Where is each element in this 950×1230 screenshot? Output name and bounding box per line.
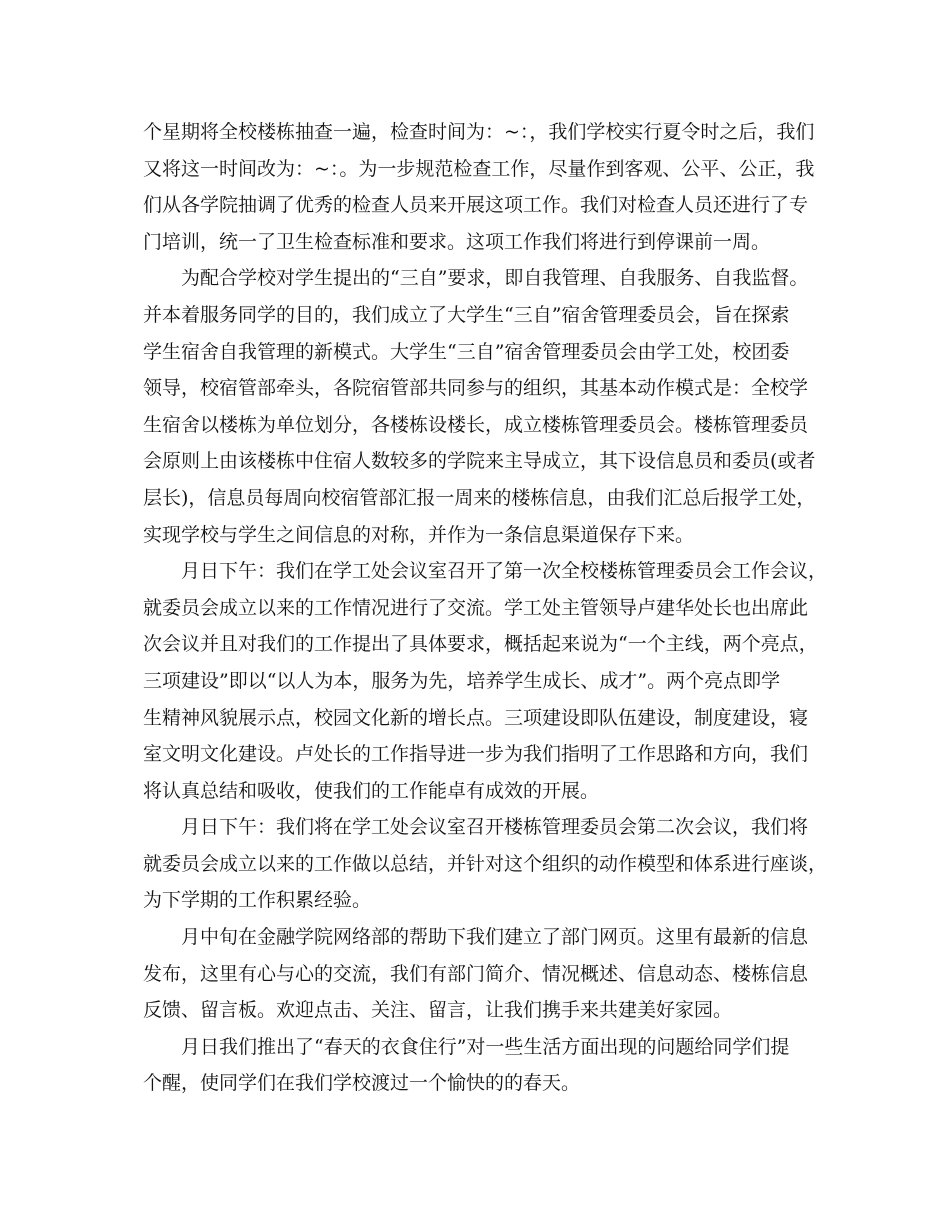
text-line: 发布，这里有心与心的交流，我们有部门简介、情况概述、信息动态、楼栋信息 — [143, 962, 809, 985]
text-line: 月中旬在金融学院网络部的帮助下我们建立了部门网页。这里有最新的信息 — [181, 926, 809, 949]
text-line: 层长)，信息员每周向校宿管部汇报一周来的楼栋信息，由我们汇总后报学工处， — [143, 486, 816, 509]
document-body — [143, 114, 828, 1102]
paragraph — [143, 260, 816, 553]
text-line: 门培训，统一了卫生检查标准和要求。这项工作我们将进行到停课前一周。 — [143, 230, 771, 253]
text-line: 月日下午：我们在学工处会议室召开了第一次全校楼栋管理委员会工作会议， — [181, 560, 828, 583]
text-line: 反馈、留言板。欢迎点击、关注、留言，让我们携手来共建美好家园。 — [143, 999, 733, 1022]
text-line: 就委员会成立以来的工作做以总结，并针对这个组织的动作模型和体系进行座谈， — [143, 852, 828, 875]
text-line: 学生宿舍自我管理的新模式。大学生“三自”宿舍管理委员会由学工处，校团委 — [143, 340, 790, 363]
text-line: 会原则上由该楼栋中住宿人数较多的学院来主导成立，其下设信息员和委员(或者 — [143, 450, 816, 473]
text-line: 为配合学校对学生提出的“三自”要求，即自我管理、自我服务、自我监督。 — [181, 267, 809, 290]
text-line: 室文明文化建设。卢处长的工作指导进一步为我们指明了工作思路和方向，我们 — [143, 743, 809, 766]
text-line: 月日下午：我们将在学工处会议室召开楼栋管理委员会第二次会议，我们将 — [181, 816, 809, 839]
text-line: 生宿舍以楼栋为单位划分，各楼栋设楼长，成立楼栋管理委员会。楼栋管理委员 — [143, 413, 809, 436]
text-line: 就委员会成立以来的工作情况进行了交流。学工处主管领导卢建华处长也出席此 — [143, 596, 809, 619]
text-line: 个醒，使同学们在我们学校渡过一个愉快的的春天。 — [143, 1072, 581, 1095]
text-line: 月日我们推出了“春天的衣食住行”对一些生活方面出现的问题给同学们提 — [181, 1035, 790, 1058]
paragraph — [143, 553, 828, 809]
paragraph — [143, 114, 815, 260]
text-line: 个星期将全校楼栋抽查一遍，检查时间为：~：，我们学校实行夏令时之后，我们 — [143, 121, 815, 143]
text-line: 三项建设”即以“以人为本，服务为先，培养学生成长、成才”。两个亮点即学 — [143, 669, 781, 692]
text-line: 实现学校与学生之间信息的对称，并作为一条信息渠道保存下来。 — [143, 523, 695, 546]
text-line: 生精神风貌展示点，校园文化新的增长点。三项建设即队伍建设，制度建设，寝 — [143, 706, 809, 729]
paragraph — [143, 1029, 811, 1102]
text-line: 领导，校宿管部牵头，各院宿管部共同参与的组织，其基本动作模式是：全校学 — [143, 377, 809, 400]
paragraph — [143, 809, 828, 919]
paragraph — [143, 919, 811, 1029]
text-line: 又将这一时间改为：~：。为一步规范检查工作，尽量作到客观、公平、公正，我 — [143, 157, 815, 180]
text-line: 们从各学院抽调了优秀的检查人员来开展这项工作。我们对检查人员还进行了专 — [143, 194, 809, 217]
text-line: 将认真总结和吸收，使我们的工作能卓有成效的开展。 — [143, 779, 600, 802]
text-line: 为下学期的工作积累经验。 — [143, 889, 372, 912]
text-line: 次会议并且对我们的工作提出了具体要求，概括起来说为“一个主线，两个亮点， — [143, 633, 818, 656]
text-line: 并本着服务同学的目的，我们成立了大学生“三自”宿舍管理委员会，旨在探索 — [143, 303, 790, 326]
